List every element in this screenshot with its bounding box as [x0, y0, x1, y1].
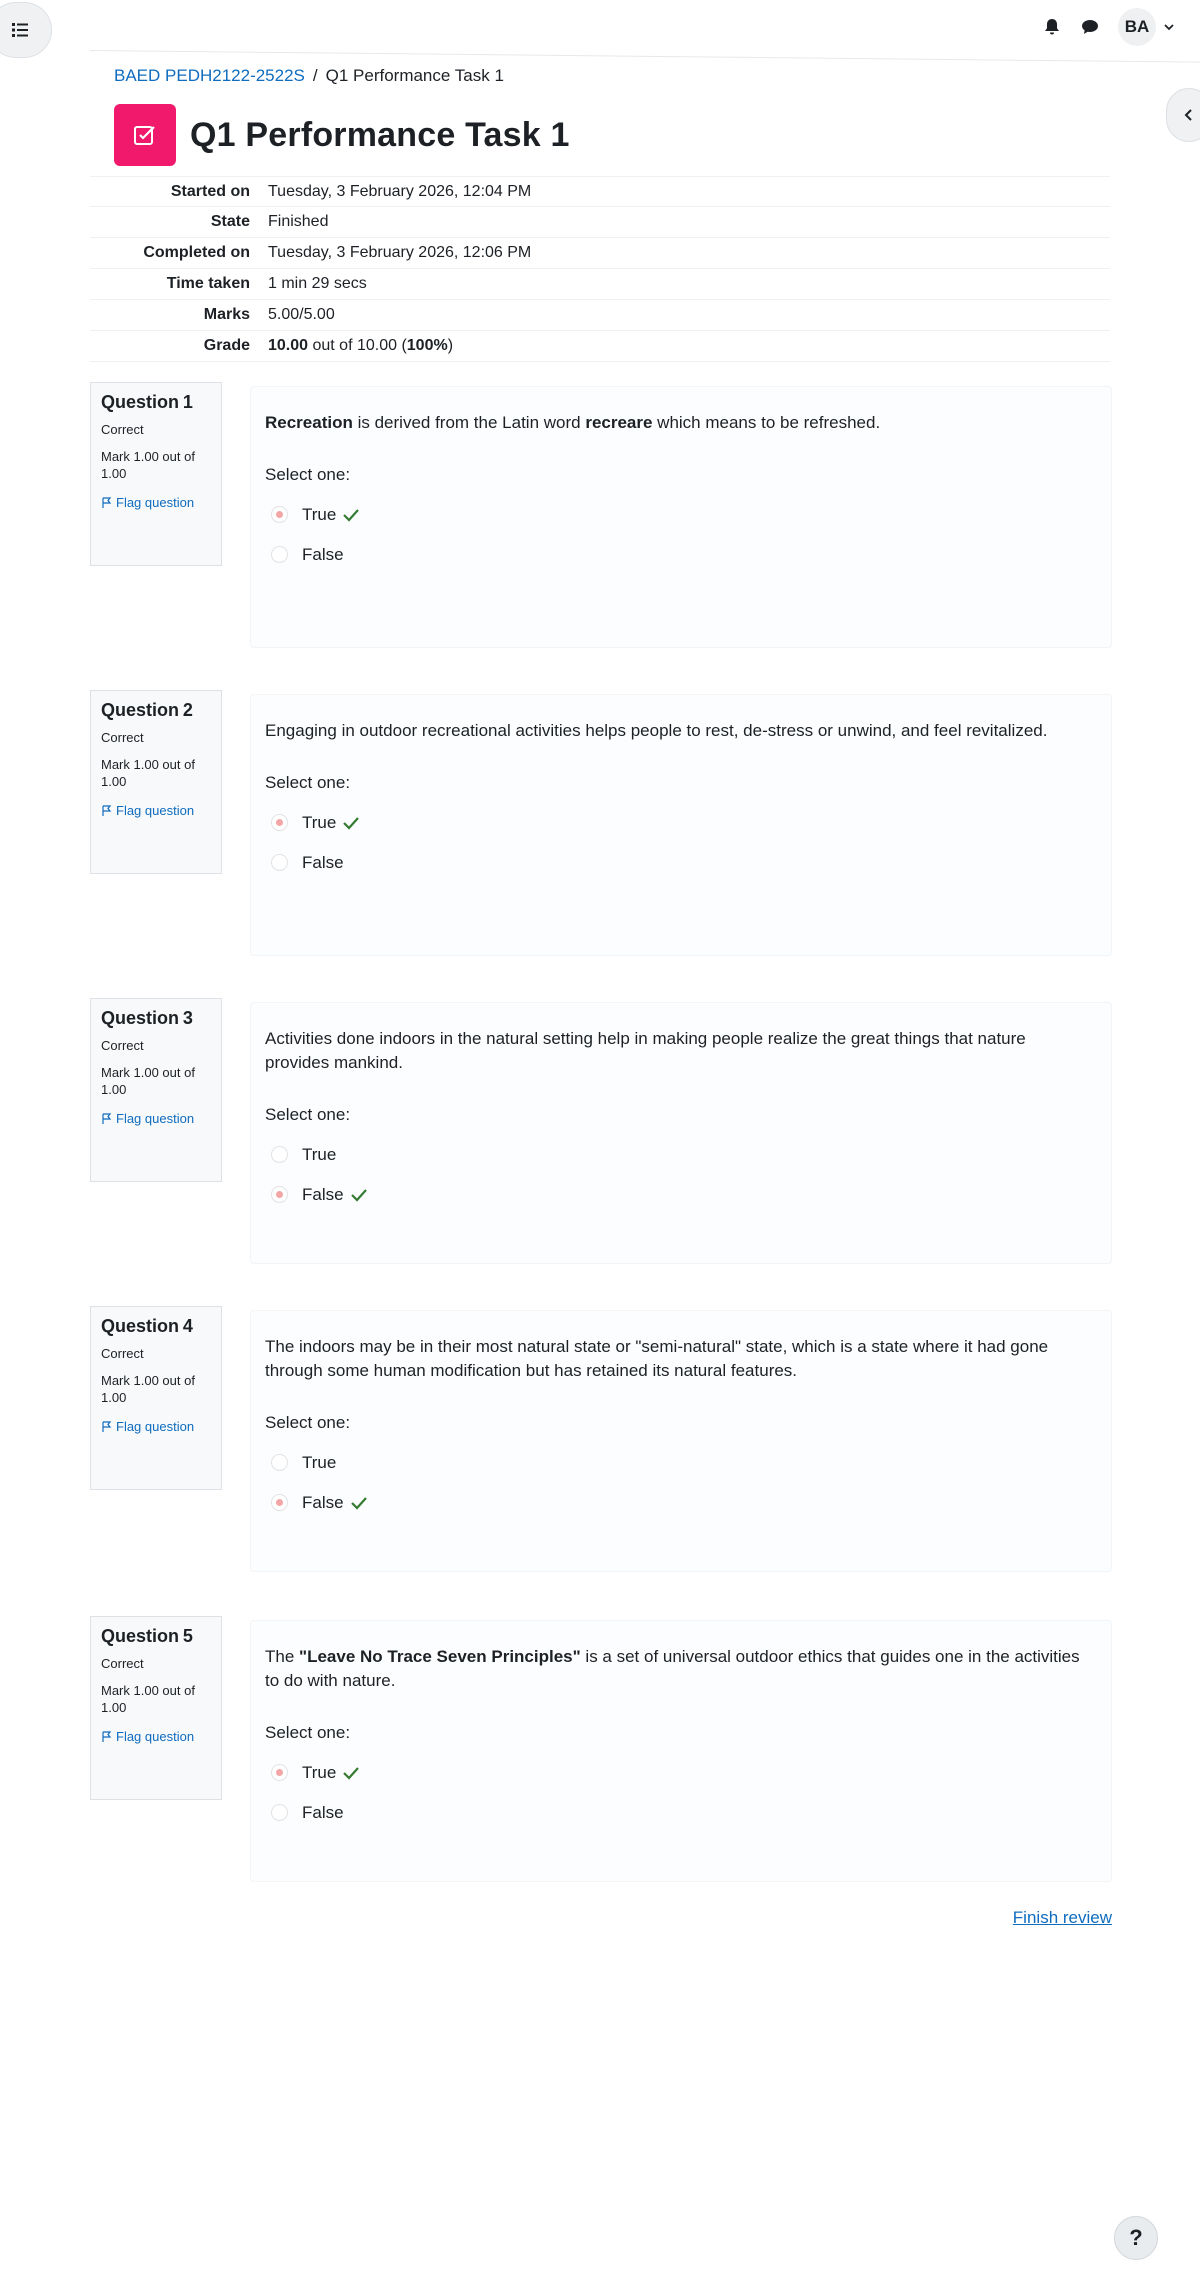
answer-label: True: [302, 1144, 337, 1164]
answer-label: False: [302, 852, 344, 872]
answer-option-true[interactable]: [265, 1443, 1097, 1483]
question-text-segment: is derived from the Latin word: [352, 413, 586, 432]
answer-label: True: [302, 504, 337, 524]
check-icon: [342, 816, 360, 830]
answer-options: [265, 1135, 1097, 1215]
question-state: Correct: [101, 1656, 144, 1672]
question-state: Correct: [101, 422, 144, 438]
answer-option-false[interactable]: [265, 535, 1097, 575]
question-text-bold: Recreation: [265, 413, 353, 432]
summary-row-completed: [90, 238, 1110, 269]
answer-option-false[interactable]: [265, 1483, 1097, 1523]
question-number: Question 4: [101, 1316, 193, 1336]
breadcrumb-separator: /: [312, 66, 318, 85]
select-one-prompt: Select one:: [265, 1412, 351, 1432]
question-mark: Mark 1.00 out of 1.00: [101, 1373, 195, 1406]
answer-option-true[interactable]: [265, 803, 1097, 843]
summary-row-time-taken: [90, 269, 1110, 300]
question-number: Question 2: [101, 700, 193, 720]
answer-label: True: [302, 1762, 337, 1782]
answer-option-true[interactable]: [265, 1135, 1097, 1175]
breadcrumb-course-link[interactable]: BAED PEDH2122-2522S: [114, 66, 305, 85]
bell-icon: [1042, 17, 1062, 37]
flag-question-link[interactable]: Flag question: [101, 803, 211, 820]
radio-button[interactable]: [271, 1146, 288, 1163]
summary-label: Started on: [170, 182, 250, 200]
radio-button[interactable]: [271, 854, 288, 871]
question-text-segment: Activities done indoors in the natural setting help in making people realize the great things that nature provides mankind.: [265, 1029, 1026, 1072]
answer-option-true[interactable]: [265, 1753, 1097, 1793]
checkbox-edit-icon: [131, 121, 159, 149]
summary-row-started: [90, 176, 1110, 207]
flag-icon: [101, 1421, 112, 1432]
answer-option-false[interactable]: [265, 1793, 1097, 1833]
answer-label: False: [302, 544, 344, 564]
check-icon: [342, 508, 360, 522]
course-index-toggle[interactable]: [0, 2, 52, 58]
avatar: BA: [1118, 8, 1156, 46]
question-text: [265, 411, 1085, 435]
flag-question-link[interactable]: Flag question: [101, 495, 211, 512]
summary-label: Grade: [203, 337, 250, 354]
summary-value: Finished: [268, 213, 329, 230]
flag-icon: [101, 1113, 112, 1124]
check-icon: [350, 1188, 368, 1202]
check-icon: [350, 1496, 368, 1510]
summary-row-grade: [90, 331, 1110, 362]
question-info: [90, 382, 222, 566]
summary-row-marks: [90, 300, 1110, 331]
quiz-activity-icon: [114, 104, 176, 166]
summary-value: 1 min 29 secs: [268, 275, 367, 292]
question-5: [90, 1616, 1112, 1886]
header-divider: [90, 50, 1200, 63]
answer-options: [265, 495, 1097, 575]
answer-options: [265, 803, 1097, 883]
chat-bubble-icon: [1080, 17, 1100, 37]
breadcrumb: [114, 66, 504, 86]
radio-button[interactable]: [271, 1186, 288, 1203]
flag-icon: [101, 497, 112, 508]
user-menu-toggle[interactable]: [1118, 8, 1176, 46]
summary-label: State: [210, 213, 250, 230]
question-state: Correct: [101, 1038, 144, 1054]
list-icon: [9, 19, 31, 41]
answer-label: True: [302, 812, 337, 832]
question-text: [265, 1027, 1085, 1075]
select-one-prompt: Select one:: [265, 464, 351, 484]
question-text-segment: The indoors may be in their most natural state or "semi-natural" state, which is a state where it had gone through some human modification but has retained its natural features.: [265, 1337, 1049, 1380]
summary-value: Tuesday, 3 February 2026, 12:04 PM: [268, 182, 532, 200]
help-button[interactable]: ?: [1114, 2216, 1158, 2260]
question-info: [90, 690, 222, 874]
question-text-bold: "Leave No Trace Seven Principles": [299, 1647, 581, 1666]
page-header: [114, 104, 570, 166]
attempt-summary-table: [90, 176, 1110, 362]
question-mark: Mark 1.00 out of 1.00: [101, 1065, 195, 1098]
summary-value: [268, 337, 1110, 355]
question-text-segment: is a set of universal outdoor ethics that guides one in the activities to do with nature.: [265, 1647, 1080, 1690]
select-one-prompt: Select one:: [265, 1104, 351, 1124]
flag-question-link[interactable]: Flag question: [101, 1419, 211, 1436]
grade-close-paren: ): [447, 337, 454, 354]
question-mark: Mark 1.00 out of 1.00: [101, 1683, 195, 1716]
question-info: [90, 1616, 222, 1800]
page-title: Q1 Performance Task 1: [190, 115, 570, 154]
flag-question-link[interactable]: Flag question: [101, 1729, 211, 1746]
summary-label: Completed on: [143, 244, 250, 261]
question-text-segment: which means to be refreshed.: [652, 413, 881, 432]
flag-icon: [101, 1731, 112, 1742]
grade-score: 10.00: [268, 337, 309, 354]
question-number: Question 5: [101, 1626, 193, 1646]
question-info: [90, 1306, 222, 1490]
answer-label: False: [302, 1802, 344, 1822]
question-4: [90, 1306, 1112, 1576]
question-content: [250, 1310, 1112, 1572]
radio-button[interactable]: [271, 1494, 288, 1511]
answer-label: False: [302, 1492, 344, 1512]
grade-out-of: out of 10.00 (: [308, 337, 407, 354]
radio-button[interactable]: [271, 1804, 288, 1821]
radio-button[interactable]: [271, 814, 288, 831]
breadcrumb-current[interactable]: Q1 Performance Task 1: [325, 66, 504, 85]
chevron-left-icon: [1180, 106, 1198, 124]
summary-label: Marks: [203, 306, 250, 323]
question-1: [90, 382, 1112, 652]
check-icon: [342, 1766, 360, 1780]
summary-value: 5.00/5.00: [268, 306, 335, 323]
grade-percent: 100%: [406, 337, 448, 354]
summary-value: Tuesday, 3 February 2026, 12:06 PM: [268, 244, 532, 261]
question-mark: Mark 1.00 out of 1.00: [101, 757, 195, 790]
radio-button[interactable]: [271, 1764, 288, 1781]
radio-button[interactable]: [271, 546, 288, 563]
select-one-prompt: Select one:: [265, 1722, 351, 1742]
question-number: Question 1: [101, 392, 193, 412]
question-2: [90, 690, 1112, 960]
user-navigation: [1042, 8, 1176, 46]
question-info: [90, 998, 222, 1182]
answer-option-false[interactable]: [265, 843, 1097, 883]
question-3: [90, 998, 1112, 1268]
select-one-prompt: Select one:: [265, 772, 351, 792]
finish-review-link[interactable]: Finish review: [1012, 1908, 1112, 1927]
radio-button[interactable]: [271, 506, 288, 523]
radio-button[interactable]: [271, 1454, 288, 1471]
chevron-down-icon: [1162, 20, 1176, 34]
question-state: Correct: [101, 1346, 144, 1362]
question-mark: Mark 1.00 out of 1.00: [101, 449, 195, 482]
question-content: [250, 386, 1112, 648]
answer-options: [265, 1443, 1097, 1523]
flag-icon: [101, 805, 112, 816]
summary-row-state: [90, 207, 1110, 238]
question-content: [250, 1620, 1112, 1882]
answer-option-true[interactable]: [265, 495, 1097, 535]
answer-label: False: [302, 1184, 344, 1204]
messages-button[interactable]: [1080, 17, 1100, 37]
question-state: Correct: [101, 730, 144, 746]
answer-options: [265, 1753, 1097, 1833]
question-text: [265, 1335, 1085, 1383]
summary-label: Time taken: [166, 275, 250, 292]
answer-option-false[interactable]: [265, 1175, 1097, 1215]
question-content: [250, 1002, 1112, 1264]
question-number: Question 3: [101, 1008, 193, 1028]
question-text-segment: Engaging in outdoor recreational activities helps people to rest, de-stress or unwind, and feel revitalized.: [265, 721, 1048, 740]
question-text-segment: The: [265, 1647, 300, 1666]
question-text-bold: recreare: [585, 413, 653, 432]
question-text: [265, 719, 1085, 743]
flag-question-link[interactable]: Flag question: [101, 1111, 211, 1128]
notifications-bell-button[interactable]: [1042, 17, 1062, 37]
block-drawer-toggle[interactable]: [1166, 88, 1200, 142]
question-text: [265, 1645, 1085, 1693]
question-content: [250, 694, 1112, 956]
answer-label: True: [302, 1452, 337, 1472]
